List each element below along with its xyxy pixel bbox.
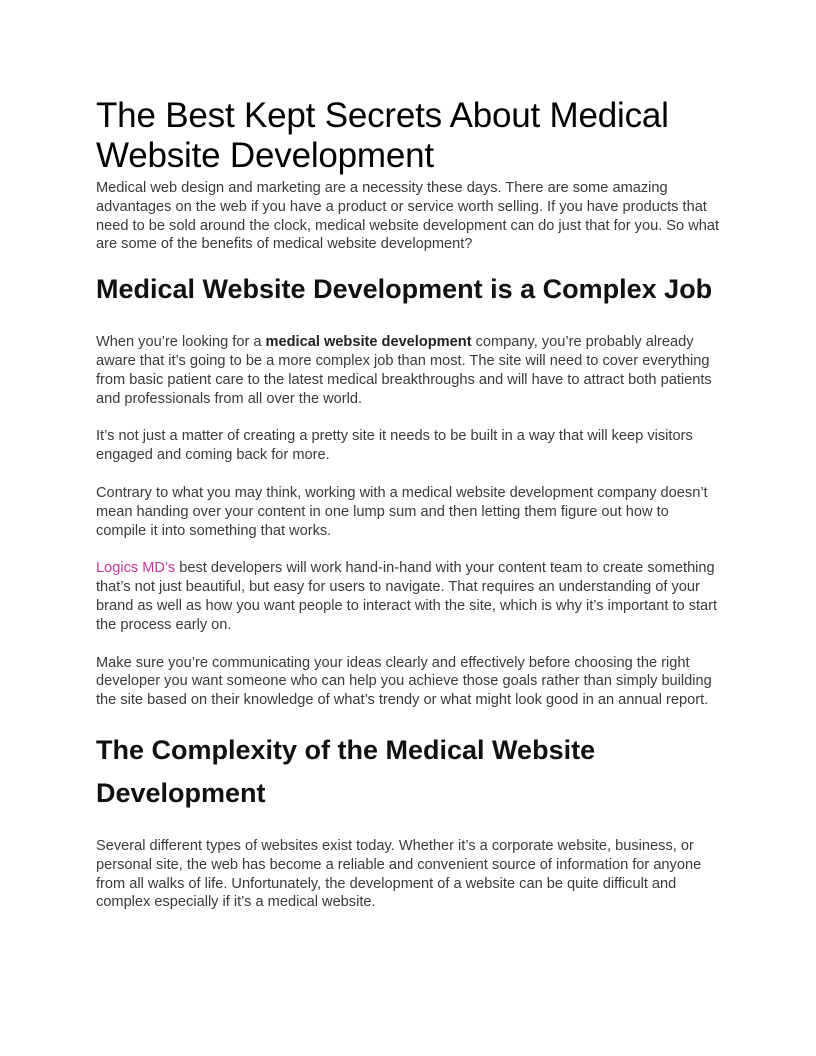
- intro-paragraph: Medical web design and marketing are a necessity these days. There are some amazing advantages on the web if you have a product or service worth selling. If you have products that need to be sold around the clock, medical website development can do just that for you. So what are some of the benefits of medical website development?: [96, 180, 720, 253]
- paragraph-text: company, you’re probably already aware that it’s going to be a more complex job than most. The site will need to cover everything from basic patient care to the latest medical breakthroughs and will have to attract both patients and professionals from all over the world.: [96, 334, 712, 407]
- paragraph: Make sure you’re communicating your ideas clearly and effectively before choosing the right developer you want someone who can help you achieve those goals rather than simply building the site based on their knowledge of what’s trendy or what might look good in an annual report.: [96, 654, 712, 709]
- section-heading-complexity: The Complexity of the Medical Website Development: [96, 734, 596, 808]
- paragraph-text: best developers will work hand-in-hand with your content team to create something that’s not just beautiful, but easy for users to navigate. That requires an understanding of your brand as well as how you want people to interact with the site, which is why it’s important to start the process early on.: [96, 560, 718, 633]
- logics-md-link[interactable]: Logics MD’s: [96, 560, 176, 577]
- paragraph-text: When you’re looking for a: [96, 334, 266, 351]
- paragraph: Several different types of websites exist today. Whether it’s a corporate website, business, or personal site, the web has become a reliable and convenient source of information for anyone from all walks of life. Unfortunately, the development of a website can be quite difficult and complex especially if it’s a medical website.: [96, 837, 702, 911]
- bold-keyword: medical website development: [265, 334, 472, 351]
- paragraph: [96, 559, 720, 634]
- document-page: [96, 96, 720, 912]
- paragraph: It’s not just a matter of creating a pretty site it needs to be built in a way that will keep visitors engaged and coming back for more.: [96, 428, 693, 464]
- section-heading-complex-job: Medical Website Development is a Complex Job: [96, 274, 713, 305]
- page-title: The Best Kept Secrets About Medical Website Development: [96, 96, 669, 175]
- paragraph: Contrary to what you may think, working with a medical website development company doesn’t mean handing over your content in one lump sum and then letting them figure out how to compile it into something that works.: [96, 484, 708, 539]
- paragraph: [96, 333, 720, 408]
